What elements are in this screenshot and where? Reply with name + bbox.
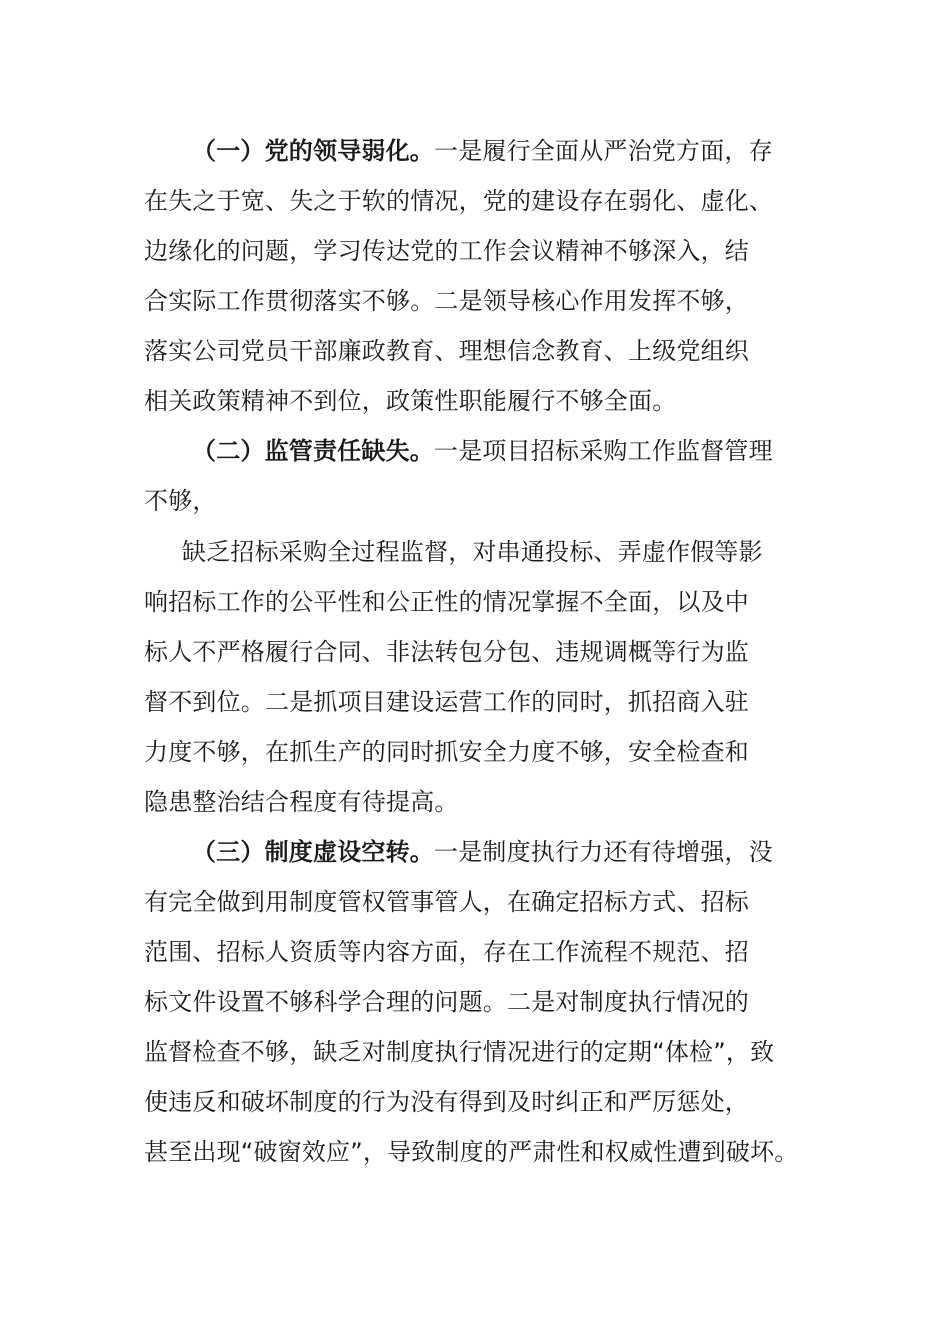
- paragraph-2-heading: （二）监管责任缺失。: [192, 437, 434, 465]
- paragraph-1-text: 一是履行全面从严治党方面，存: [434, 137, 773, 165]
- paragraph-2-line-1: [192, 426, 773, 476]
- paragraph-4-text: 一是制度执行力还有待增强，没: [434, 838, 773, 866]
- paragraph-4-line-7: 甚至出现“破窗效应”，导致制度的严肃性和权威性遭到破坏。: [144, 1138, 799, 1166]
- paragraph-1-line-3: 边缘化的问题，学习传达党的工作会议精神不够深入，结: [144, 237, 749, 265]
- paragraph-2-line-2: 不够，: [144, 487, 217, 515]
- paragraph-4-heading: （三）制度虚设空转。: [192, 838, 434, 866]
- paragraph-1-line-6: 相关政策精神不到位，政策性职能履行不够全面。: [144, 387, 677, 415]
- paragraph-4-line-1: [192, 827, 773, 877]
- paragraph-4-line-3: 范围、招标人资质等内容方面，存在工作流程不规范、招: [144, 938, 749, 966]
- paragraph-4-line-5: 监督检查不够，缺乏对制度执行情况进行的定期“体检”，致: [144, 1038, 775, 1066]
- paragraph-2-text: 一是项目招标采购工作监督管理: [434, 437, 773, 465]
- paragraph-3-line-6: 隐患整治结合程度有待提高。: [144, 788, 459, 816]
- paragraph-1-heading: （一）党的领导弱化。: [192, 137, 434, 165]
- paragraph-3-line-1: 缺乏招标采购全过程监督，对串通投标、弄虚作假等影: [182, 538, 763, 566]
- paragraph-1-line-5: 落实公司党员干部廉政教育、理想信念教育、上级党组织: [144, 337, 749, 365]
- paragraph-3-line-2: 响招标工作的公平性和公正性的情况掌握不全面，以及中: [144, 588, 749, 616]
- paragraph-3-line-5: 力度不够，在抓生产的同时抓安全力度不够，安全检查和: [144, 738, 749, 766]
- paragraph-4-line-6: 使违反和破坏制度的行为没有得到及时纠正和严厉惩处，: [144, 1088, 749, 1116]
- paragraph-3-line-4: 督不到位。二是抓项目建设运营工作的同时，抓招商入驻: [144, 688, 749, 716]
- paragraph-4-line-2: 有完全做到用制度管权管事管人，在确定招标方式、招标: [144, 888, 749, 916]
- paragraph-1-line-4: 合实际工作贯彻落实不够。二是领导核心作用发挥不够，: [144, 287, 749, 315]
- paragraph-1-line-2: 在失之于宽、失之于软的情况，党的建设存在弱化、虚化、: [144, 187, 774, 215]
- paragraph-4-line-4: 标文件设置不够科学合理的问题。二是对制度执行情况的: [144, 988, 749, 1016]
- paragraph-1-line-1: [192, 126, 773, 176]
- paragraph-3-line-3: 标人不严格履行合同、非法转包分包、违规调概等行为监: [144, 638, 749, 666]
